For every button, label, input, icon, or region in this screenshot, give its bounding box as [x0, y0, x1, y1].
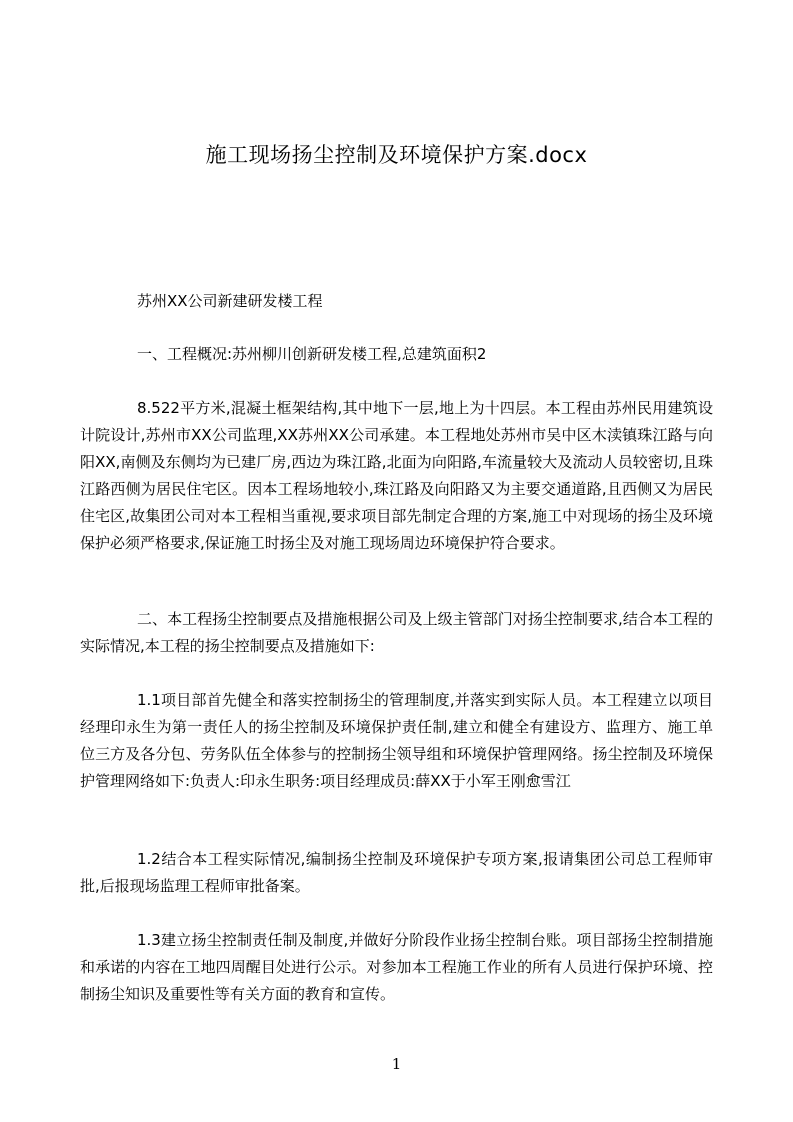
section-1-body: 8.522平方米,混凝土框架结构,其中地下一层,地上为十四层。本工程由苏州民用建筑设计院设计,苏州市XX公司监理,XX苏州XX公司承建。本工程地处苏州市吴中区木渎镇珠江路与向阳XX,南侧及东侧均为已建厂房,西边为珠江路,北面为向阳路,车流量较大及流动人员较密切,且珠江路西侧为居民住宅区。因本工程场地较小,珠江路及向阳路又为主要交通道路,且西侧又为居民住宅区,故集团公司对本工程相当重视,要求项目部先制定合理的方案,施工中对现场的扬尘及环境保护必须严格要求,保证施工时扬尘及对施工现场周边环境保护符合要求。 [80, 399, 713, 552]
document-title: 施工现场扬尘控制及环境保护方案.docx [205, 143, 588, 167]
item-1-1-paragraph: 1.1项目部首先健全和落实控制扬尘的管理制度,并落实到实际人员。本工程建立以项目经理印永生为第一责任人的扬尘控制及环境保护责任制,建立和健全有建设方、监理方、施工单位三方及各分包、劳务队伍全体参与的控制扬尘领导组和环境保护管理网络。扬尘控制及环境保护管理网络如下:负责人:印永生职务:项目经理成员:薛XX于小军王刚愈雪江 [80, 691, 713, 790]
page-number: 1 [391, 1055, 402, 1073]
section-2-paragraph: 二、本工程扬尘控制要点及措施根据公司及上级主管部门对扬尘控制要求,结合本工程的实际情况,本工程的扬尘控制要点及措施如下: [80, 610, 713, 655]
project-line: 苏州XX公司新建研发楼工程 [137, 292, 323, 310]
item-1-3-paragraph: 1.3建立扬尘控制责任制及制度,并做好分阶段作业扬尘控制台账。项目部扬尘控制措施和承诺的内容在工地四周醒目处进行公示。对参加本工程施工作业的所有人员进行保护环境、控制扬尘知识及重要性等有关方面的教育和宣传。 [80, 931, 713, 1003]
section-1-heading: 一、工程概况:苏州柳川创新研发楼工程,总建筑面积2 [137, 345, 487, 363]
item-1-2-paragraph: 1.2结合本工程实际情况,编制扬尘控制及环境保护专项方案,报请集团公司总工程师审批,后报现场监理工程师审批备案。 [80, 850, 713, 895]
